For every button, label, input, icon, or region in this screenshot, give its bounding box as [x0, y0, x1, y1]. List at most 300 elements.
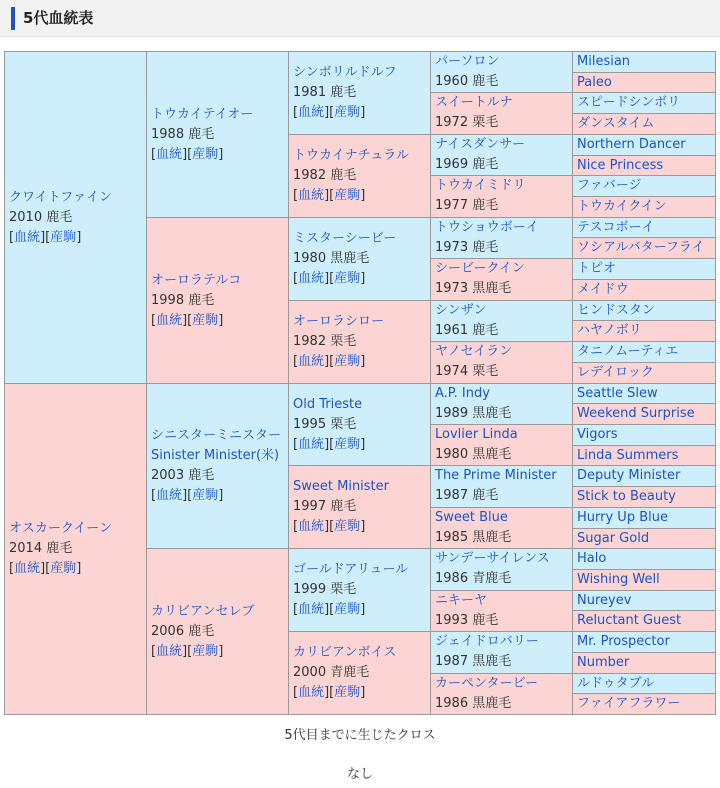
bracket: ] [218, 312, 224, 328]
horse-info [577, 591, 713, 611]
birth-year-coat: 1981 鹿毛 [293, 85, 357, 100]
bracket: ][ [324, 519, 335, 534]
horse-info [577, 653, 713, 673]
horse-name-link[interactable]: Stick to Beauty [577, 489, 676, 504]
horse-name-link[interactable]: Wishing Well [577, 572, 660, 587]
horse-links [151, 486, 286, 506]
horse-info [577, 632, 713, 652]
horse-info [577, 674, 713, 694]
horse-name-link[interactable]: Halo [577, 551, 607, 566]
horse-info [577, 280, 713, 300]
horse-name-link[interactable]: ナイスダンサー [435, 137, 526, 152]
bracket: ][ [40, 561, 51, 576]
offspring-link[interactable]: 産駒 [50, 229, 77, 245]
offspring-link[interactable]: 産駒 [334, 354, 361, 369]
pedigree-cell-gen5 [573, 280, 716, 301]
pedigree-cell-gen5 [573, 52, 716, 73]
horse-name-link[interactable]: レデイロック [577, 365, 654, 380]
horse-name-link[interactable]: トウカイクイン [577, 199, 667, 214]
horse-name-link[interactable]: トピオ [577, 261, 617, 276]
bracket: ] [360, 436, 366, 452]
horse-info [577, 197, 713, 217]
horse-name-link[interactable]: オスカークイーン [9, 521, 112, 536]
horse-name-link[interactable]: サンデーサイレンス [435, 551, 550, 566]
pedigree-cell-gen5 [573, 632, 716, 653]
birth-year-coat: 1993 鹿毛 [435, 613, 499, 628]
pedigree-cell-gen4 [431, 425, 573, 466]
horse-name-link[interactable]: カリビアンボイス [293, 645, 397, 660]
bracket: [ [9, 561, 15, 576]
horse-name-link[interactable]: Seattle Slew [577, 386, 658, 401]
pedigree-cell-gen5 [573, 549, 716, 570]
offspring-link[interactable]: 産駒 [334, 685, 361, 700]
birth-year-coat: 1974 栗毛 [435, 364, 499, 379]
horse-info [293, 477, 428, 537]
horse-name-link[interactable]: ハヤノボリ [577, 323, 642, 338]
horse-name-link[interactable]: Hurry Up Blue [577, 510, 668, 525]
birth-year-coat: 2006 鹿毛 [151, 623, 215, 639]
pedigree-cell-gen5 [573, 176, 716, 197]
bracket: ][ [182, 312, 193, 328]
horse-info [293, 395, 428, 455]
pedigree-cell-gen2 [147, 384, 289, 549]
bracket: ][ [182, 643, 193, 659]
pedigree-cell-gen5 [573, 93, 716, 114]
horse-name-link[interactable]: Sugar Gold [577, 531, 650, 546]
horse-name-link[interactable]: メイドウ [577, 282, 629, 297]
pedigree-cell-gen5 [573, 674, 716, 694]
horse-name-link[interactable]: Number [577, 655, 630, 670]
horse-name-link[interactable]: ヤノセイラン [435, 344, 513, 359]
horse-name-link[interactable]: Paleo [577, 75, 612, 90]
birth-year-coat: 1997 鹿毛 [293, 499, 357, 514]
horse-info [577, 238, 713, 258]
offspring-link[interactable]: 産駒 [50, 561, 77, 576]
bracket: ] [360, 685, 366, 700]
birth-year-coat: 2000 青鹿毛 [293, 665, 370, 680]
birth-year-coat: 1980 黒鹿毛 [435, 447, 512, 462]
pedigree-cell-gen5 [573, 259, 716, 280]
bracket: ][ [40, 229, 51, 245]
horse-info [435, 259, 570, 299]
horse-name-link[interactable]: Old Trieste [293, 396, 363, 412]
horse-info [577, 114, 713, 134]
bracket: [ [151, 488, 157, 503]
horse-name-link[interactable]: テスコボーイ [577, 220, 655, 235]
pedigree-cell-gen5 [573, 321, 716, 342]
bracket: [ [293, 271, 299, 286]
horse-info [577, 363, 713, 383]
blood-link[interactable]: 血統 [298, 519, 325, 534]
horse-name-link[interactable]: パーソロン [435, 54, 500, 69]
birth-year-coat: 1987 黒鹿毛 [435, 654, 512, 669]
pedigree-cell-gen3 [289, 549, 431, 632]
horse-info [151, 602, 286, 662]
horse-name-link[interactable]: Milesian [577, 54, 631, 69]
horse-info [577, 487, 713, 507]
pedigree-cell-gen5 [573, 508, 716, 529]
pedigree-cell-gen3 [289, 218, 431, 301]
horse-info [435, 52, 570, 92]
horse-links [293, 269, 428, 289]
horse-name-link[interactable]: オーロラテルコ [151, 272, 242, 288]
bracket: ][ [324, 436, 335, 452]
bracket: ] [76, 561, 82, 576]
horse-name-link[interactable]: トウカイテイオー [151, 106, 254, 122]
pedigree-cell-gen2 [147, 218, 289, 384]
birth-year-coat: 2014 鹿毛 [9, 541, 73, 556]
blood-link[interactable]: 血統 [156, 488, 183, 503]
horse-info [435, 135, 570, 175]
horse-name-link[interactable]: シービークイン [435, 261, 525, 276]
horse-name-link[interactable]: Weekend Surprise [577, 406, 695, 421]
horse-info [293, 63, 428, 123]
bracket: ] [360, 188, 366, 203]
blood-link[interactable]: 血統 [298, 105, 325, 120]
pedigree-cell-gen3 [289, 466, 431, 549]
pedigree-cell-gen4 [431, 342, 573, 384]
pedigree-cell-gen5 [573, 156, 716, 176]
bracket: ][ [324, 602, 335, 617]
bracket: ] [360, 354, 366, 369]
horse-name-link[interactable]: カリビアンセレブ [151, 603, 255, 619]
bracket: [ [293, 436, 299, 452]
pedigree-cell-gen5 [573, 238, 716, 259]
blood-link[interactable]: 血統 [156, 643, 183, 659]
pedigree-cell-gen4 [431, 384, 573, 425]
horse-name-link[interactable]: ニキーヤ [435, 593, 488, 608]
blood-link[interactable]: 血統 [298, 188, 325, 203]
horse-info [293, 312, 428, 372]
offspring-link[interactable]: 産駒 [334, 271, 361, 286]
pedigree-cell-gen4 [431, 549, 573, 591]
pedigree-cell-gen4 [431, 176, 573, 218]
horse-name-link[interactable]: ミスターシービー [293, 231, 397, 246]
horse-name-link[interactable]: スピードシンボリ [577, 95, 681, 110]
pedigree-cell-gen5 [573, 363, 716, 384]
pedigree-cell-gen5 [573, 384, 716, 404]
section-header [0, 0, 720, 37]
pedigree-cell-gen4 [431, 632, 573, 674]
cross-title: 5代目までに生じたクロス [284, 728, 436, 743]
horse-info [435, 218, 570, 258]
pedigree-cell-gen5 [573, 135, 716, 156]
offspring-link[interactable]: 産駒 [334, 188, 361, 203]
birth-year-coat: 1986 黒鹿毛 [435, 696, 512, 711]
horse-name-link[interactable]: A.P. Indy [435, 386, 490, 401]
horse-name-link[interactable]: トウショウボーイ [435, 220, 539, 235]
horse-info [577, 156, 713, 176]
bracket: [ [293, 188, 299, 203]
horse-info [151, 105, 286, 165]
bracket: [ [9, 229, 15, 245]
bracket: ] [218, 488, 224, 503]
bracket: [ [293, 519, 299, 534]
pedigree-cell-gen2 [147, 549, 289, 715]
horse-links [151, 642, 286, 662]
pedigree-cell-gen4 [431, 259, 573, 301]
horse-info [577, 176, 713, 196]
cross-value: なし [346, 767, 373, 782]
horse-name-link[interactable]: Linda Summers [577, 448, 679, 463]
blood-link[interactable]: 血統 [156, 146, 183, 162]
horse-name-link[interactable]: カーペンタービー [435, 676, 538, 691]
pedigree-cell-gen5 [573, 342, 716, 363]
section-accent-bar [11, 7, 15, 30]
horse-name-link[interactable]: ルドゥタブル [577, 676, 655, 691]
horse-info [435, 591, 570, 631]
pedigree-cell-gen4 [431, 674, 573, 715]
horse-name-link[interactable]: オーロラシロー [293, 314, 385, 329]
horse-info [435, 93, 570, 133]
horse-name-link[interactable]: ダンスタイム [577, 116, 655, 131]
horse-info [435, 632, 570, 672]
horse-info [577, 466, 713, 486]
birth-year-coat: 1985 黒鹿毛 [435, 530, 512, 545]
horse-info [577, 508, 713, 528]
horse-info [577, 52, 713, 72]
bracket: ] [360, 271, 366, 286]
birth-year-coat: 1982 栗毛 [293, 334, 357, 349]
horse-name-link[interactable]: トウカイミドリ [435, 178, 526, 193]
birth-year-coat: 1999 栗毛 [293, 582, 357, 597]
horse-info [577, 404, 713, 424]
horse-name-link[interactable]: Nureyev [577, 593, 632, 608]
birth-year-coat: 1980 黒鹿毛 [293, 251, 370, 266]
horse-name-link[interactable]: ファバージ [577, 178, 642, 193]
bracket: [ [293, 354, 299, 369]
pedigree-cell-gen1 [5, 384, 147, 715]
blood-link[interactable]: 血統 [298, 271, 325, 286]
horse-links [293, 683, 428, 703]
birth-year-coat: 1987 鹿毛 [435, 488, 499, 503]
birth-year-coat: 1972 栗毛 [435, 115, 499, 130]
horse-info [435, 176, 570, 216]
pedigree-cell-gen4 [431, 93, 573, 135]
pedigree-cell-gen3 [289, 135, 431, 218]
pedigree-cell-gen5 [573, 301, 716, 321]
pedigree-cell-gen3 [289, 632, 431, 715]
blood-link[interactable]: 血統 [156, 312, 183, 328]
horse-name-link[interactable]: シンザン [435, 303, 487, 318]
horse-info [435, 466, 570, 506]
horse-links [151, 145, 286, 165]
bracket: ] [76, 229, 82, 245]
pedigree-cell-gen5 [573, 529, 716, 549]
pedigree-cell-gen5 [573, 591, 716, 611]
pedigree-cell-gen4 [431, 52, 573, 93]
bracket: ][ [182, 488, 193, 503]
offspring-link[interactable]: 産駒 [334, 602, 361, 617]
pedigree-cell-gen2 [147, 52, 289, 218]
horse-links [293, 600, 428, 620]
horse-info [293, 560, 428, 620]
horse-info [151, 271, 286, 331]
offspring-link[interactable]: 産駒 [334, 105, 361, 120]
birth-year-coat: 1960 鹿毛 [435, 74, 499, 89]
horse-info [577, 446, 713, 466]
blood-link[interactable]: 血統 [298, 685, 325, 700]
bracket: [ [293, 602, 299, 617]
bracket: [ [151, 312, 157, 328]
pedigree-cell-gen5 [573, 73, 716, 93]
pedigree-cell-gen4 [431, 218, 573, 259]
pedigree-table [4, 51, 716, 715]
horse-info [293, 229, 428, 289]
pedigree-cell-gen5 [573, 218, 716, 238]
horse-links [293, 352, 428, 372]
blood-link[interactable]: 血統 [298, 354, 325, 369]
bracket: ] [360, 602, 366, 617]
birth-year-coat: 2010 鹿毛 [9, 209, 73, 225]
blood-link[interactable]: 血統 [298, 602, 325, 617]
horse-name-link[interactable]: Sweet Blue [435, 510, 508, 525]
horse-name-link[interactable]: Deputy Minister [577, 468, 681, 483]
blood-link[interactable]: 血統 [14, 561, 41, 576]
offspring-link[interactable]: 産駒 [192, 146, 219, 162]
pedigree-cell-gen1 [5, 52, 147, 384]
horse-name-link[interactable]: Sweet Minister [293, 479, 390, 494]
horse-info [435, 384, 570, 424]
bracket: ][ [324, 188, 335, 203]
horse-name-en-link[interactable]: Sinister Minister(米) [151, 448, 280, 463]
birth-year-coat: 1973 黒鹿毛 [435, 281, 512, 296]
horse-info [577, 301, 713, 321]
birth-year-coat: 1988 鹿毛 [151, 126, 215, 142]
horse-name-link[interactable]: タニノムーティエ [577, 344, 679, 359]
offspring-link[interactable]: 産駒 [192, 643, 219, 659]
horse-name-link[interactable]: Vigors [577, 427, 618, 442]
bracket: ][ [324, 105, 335, 120]
horse-info [435, 342, 570, 382]
bracket: [ [293, 105, 299, 120]
pedigree-cell-gen3 [289, 301, 431, 384]
horse-info [435, 674, 570, 714]
horse-name-link[interactable]: ジェイドロバリー [435, 634, 539, 649]
horse-links [293, 435, 428, 455]
horse-links [9, 228, 144, 248]
horse-info [9, 519, 144, 579]
bracket: ][ [324, 354, 335, 369]
horse-name-link[interactable]: ヒンドスタン [577, 303, 655, 318]
offspring-link[interactable]: 産駒 [334, 519, 361, 534]
horse-info [577, 259, 713, 279]
horse-links [293, 103, 428, 123]
horse-info [577, 218, 713, 238]
horse-name-link[interactable]: シニスターミニスター [151, 428, 282, 443]
horse-name-link[interactable]: トウカイナチュラル [293, 148, 409, 163]
blood-link[interactable]: 血統 [298, 436, 325, 452]
bracket: ] [218, 146, 224, 162]
horse-name-link[interactable]: Nice Princess [577, 158, 664, 173]
pedigree-cell-gen5 [573, 570, 716, 591]
horse-info [293, 643, 428, 703]
horse-name-link[interactable]: ソシアルバターフライ [577, 240, 705, 255]
horse-info [293, 146, 428, 206]
section-title: 5代血統表 [23, 9, 94, 27]
horse-info [435, 425, 570, 465]
pedigree-cell-gen4 [431, 466, 573, 508]
bracket: [ [151, 146, 157, 162]
horse-info [577, 425, 713, 445]
pedigree-cell-gen5 [573, 694, 716, 715]
horse-name-link[interactable]: Reluctant Guest [577, 613, 682, 628]
horse-links [9, 559, 144, 579]
horse-links [293, 186, 428, 206]
pedigree-cell-gen5 [573, 466, 716, 487]
bracket: ] [218, 643, 224, 659]
horse-name-link[interactable]: スイートルナ [435, 95, 513, 110]
horse-info [577, 135, 713, 155]
offspring-link[interactable]: 産駒 [192, 312, 219, 328]
horse-name-link[interactable]: ゴールドアリュール [293, 562, 409, 577]
bracket: [ [151, 643, 157, 659]
pedigree-cell-gen5 [573, 487, 716, 508]
birth-year-coat: 1998 鹿毛 [151, 292, 215, 308]
birth-year-coat: 1973 鹿毛 [435, 240, 499, 255]
birth-year-coat: 1961 鹿毛 [435, 323, 499, 338]
pedigree-cell-gen5 [573, 446, 716, 466]
horse-info [577, 73, 713, 93]
horse-name-link[interactable]: Northern Dancer [577, 137, 686, 152]
bracket: [ [293, 685, 299, 700]
horse-info [435, 301, 570, 341]
horse-info [577, 321, 713, 341]
birth-year-coat: 1995 栗毛 [293, 416, 357, 432]
horse-info [577, 342, 713, 362]
offspring-link[interactable]: 産駒 [334, 436, 361, 452]
pedigree-cell-gen3 [289, 384, 431, 466]
horse-name-link[interactable]: クワイトファイン [9, 189, 112, 205]
pedigree-cell-gen4 [431, 508, 573, 549]
bracket: ] [360, 519, 366, 534]
pedigree-cell-gen4 [431, 135, 573, 176]
birth-year-coat: 1989 黒鹿毛 [435, 406, 512, 421]
pedigree-cell-gen5 [573, 197, 716, 218]
pedigree-cell-gen4 [431, 591, 573, 632]
horse-links [293, 517, 428, 537]
horse-info [577, 93, 713, 113]
pedigree-cell-gen4 [431, 301, 573, 342]
horse-links [151, 311, 286, 331]
horse-info [435, 508, 570, 548]
pedigree-cell-gen5 [573, 653, 716, 674]
horse-name-link[interactable]: Mr. Prospector [577, 634, 670, 649]
pedigree-cell-gen5 [573, 611, 716, 632]
birth-year-coat: 1977 鹿毛 [435, 198, 499, 213]
horse-name-link[interactable]: Lovlier Linda [435, 427, 518, 442]
birth-year-coat: 1986 青鹿毛 [435, 571, 512, 586]
horse-name-link[interactable]: シンボリルドルフ [293, 65, 397, 80]
offspring-link[interactable]: 産駒 [192, 488, 219, 503]
bracket: ][ [324, 271, 335, 286]
blood-link[interactable]: 血統 [14, 229, 41, 245]
birth-year-coat: 2003 鹿毛 [151, 468, 215, 483]
bracket: ][ [182, 146, 193, 162]
horse-name-link[interactable]: ファイアフラワー [577, 696, 681, 711]
bracket: ] [360, 105, 366, 120]
horse-info [577, 611, 713, 631]
horse-info [577, 570, 713, 590]
bracket: ][ [324, 685, 335, 700]
birth-year-coat: 1982 鹿毛 [293, 168, 357, 183]
pedigree-cell-gen5 [573, 425, 716, 446]
pedigree-cell-gen5 [573, 404, 716, 425]
horse-name-link[interactable]: The Prime Minister [435, 468, 557, 483]
horse-info [435, 549, 570, 589]
horse-info [151, 426, 286, 506]
horse-info [577, 694, 713, 714]
